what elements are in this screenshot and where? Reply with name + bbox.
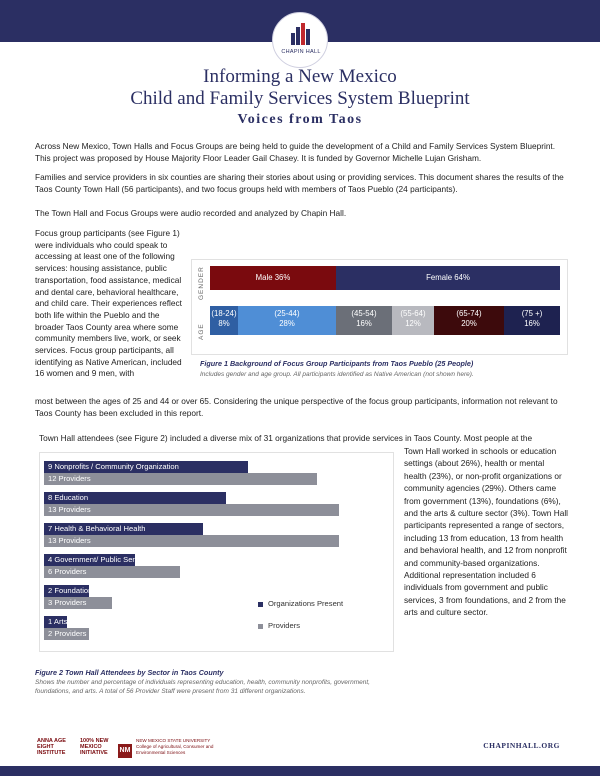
focus-group-continuation: most between the ages of 25 and 44 or over 65. Considering the unique perspective of the focus group participants, information not relevant to Taos County has been excluded in this report. bbox=[35, 396, 558, 418]
age-percent-label: 16% bbox=[524, 319, 540, 328]
age-range-label: (55-64) bbox=[400, 309, 426, 318]
chapin-hall-mark-icon bbox=[291, 23, 311, 45]
age-range-label: (45-54) bbox=[351, 309, 377, 318]
townhall-lead-text: Town Hall attendees (see Figure 2) included a diverse mix of 31 organizations that provide services in Taos County. Most people at the bbox=[39, 433, 533, 443]
age-range-label: (75 +) bbox=[521, 309, 543, 318]
logo-text: CHAPIN HALL bbox=[281, 49, 321, 55]
age-segment bbox=[210, 306, 238, 335]
providers-bar bbox=[44, 597, 112, 609]
intro-paragraph-1: Across New Mexico, Town Halls and Focus Groups are being held to guide the development of a Child and Family Services System Blueprint. This project was proposed by House Majority Floor Leader Gail Chasey. It is funded by Governor Michelle Lujan Grisham. bbox=[35, 141, 556, 163]
organizations-bar bbox=[44, 585, 93, 597]
age-percent-label: 8% bbox=[218, 319, 230, 328]
website-link[interactable]: CHAPINHALL.ORG bbox=[483, 741, 560, 750]
organizations-bar-label: 1 Arts & Culture bbox=[48, 617, 102, 626]
organizations-bar bbox=[44, 523, 203, 535]
legend-organizations bbox=[258, 599, 343, 608]
focus-group-text: Focus group participants (see Figure 1) were individuals who could speak to accessing at least one of the following services: housing assistance, public transportation, food assistance, medical and dental care, behavioral healthcare, and child care. Their experiences reflect both life within the Pueblo and the broader Taos County area where some community members live, work, or seek services. Focus group participants, all identifying as Native American, included 16 women and 9 men, with bbox=[35, 228, 182, 379]
figure1-caption-subtitle: Includes gender and age group. All participants identified as Native American (not shown here). bbox=[200, 371, 474, 378]
page-subtitle: Voices from Taos bbox=[237, 112, 363, 127]
gender-segment: Male 36% bbox=[210, 266, 336, 290]
figure1-caption-title: Figure 1 Background of Focus Group Participants from Taos Pueblo (25 People) bbox=[200, 359, 474, 368]
organizations-bar-label: 9 Nonprofits / Community Organization bbox=[48, 462, 179, 471]
organizations-bar-label: 8 Education bbox=[48, 493, 89, 502]
age-segment bbox=[504, 306, 560, 335]
age-segment bbox=[336, 306, 392, 335]
figure2-caption-title: Figure 2 Town Hall Attendees by Sector in Taos County bbox=[35, 668, 224, 677]
providers-bar bbox=[44, 504, 339, 516]
figure2-chart bbox=[39, 452, 394, 652]
legend-label: Providers bbox=[268, 621, 301, 630]
legend-providers bbox=[258, 621, 300, 630]
providers-bar-label: 6 Providers bbox=[48, 567, 87, 576]
age-range-label: (25-44) bbox=[274, 309, 300, 318]
age-percent-label: 16% bbox=[356, 319, 372, 328]
chapin-hall-logo bbox=[272, 12, 328, 68]
new-mexico-initiative-logo: 100% NEW MEXICO INITIATIVE bbox=[80, 738, 109, 756]
providers-bar-label: 3 Providers bbox=[48, 598, 87, 607]
intro-paragraph-3: The Town Hall and Focus Groups were audio recorded and analyzed by Chapin Hall. bbox=[35, 208, 347, 218]
age-percent-label: 28% bbox=[279, 319, 295, 328]
organizations-bar bbox=[44, 492, 226, 504]
providers-bar-label: 12 Providers bbox=[48, 474, 91, 483]
legend-label: Organizations Present bbox=[268, 599, 344, 608]
figure1-chart bbox=[191, 259, 568, 355]
providers-bar-label: 13 Providers bbox=[48, 505, 91, 514]
gender-segment: Female 64% bbox=[336, 266, 560, 290]
organizations-bar-label: 2 Foundation bbox=[48, 586, 93, 595]
age-segment bbox=[434, 306, 504, 335]
intro-paragraph-2: Families and service providers in six counties are sharing their stories about using or providing services. This document shares the results of the Taos County Town Hall (56 participants), and two focus groups held with members of Taos Pueblo (24 participants). bbox=[35, 172, 564, 194]
bottom-banner bbox=[0, 766, 600, 776]
organizations-bar-label: 7 Health & Behavioral Health bbox=[48, 524, 146, 533]
providers-bar bbox=[44, 473, 317, 485]
organizations-bar bbox=[44, 461, 248, 473]
age-axis-label: AGE bbox=[198, 323, 205, 340]
nmsu-logo-text: NEW MEXICO STATE UNIVERSITY College of Agricultural, Consumer and Environmental Sciences bbox=[136, 738, 214, 755]
organizations-bar bbox=[44, 554, 153, 566]
page-title-line1: Informing a New Mexico bbox=[203, 66, 397, 87]
age-range-label: (18-24) bbox=[211, 309, 237, 318]
age-percent-label: 20% bbox=[461, 319, 477, 328]
providers-bar bbox=[44, 535, 339, 547]
age-segment bbox=[238, 306, 336, 335]
providers-bar-label: 13 Providers bbox=[48, 536, 91, 545]
age-segment bbox=[392, 306, 434, 335]
organizations-bar bbox=[44, 616, 102, 628]
providers-bar bbox=[44, 566, 180, 578]
page-title-line2: Child and Family Services System Blueprint bbox=[130, 88, 470, 109]
townhall-right-text: Town Hall worked in schools or education settings (about 26%), health or mental health (23%), or non-profit organizations or community agencies (29%). Others came from government (13%), foundations (6%), and the arts & culture sector (3%). Town Hall participants represented a range of sectors, including 13 from education, 13 from health and behavioral health, and 12 from nonprofit and community-based organizations. Additional representation included 6 individuals from government and public services, 3 from foundations, and 2 from the arts and culture sector. bbox=[404, 446, 569, 618]
nmsu-logo-mark: NM bbox=[118, 744, 132, 758]
figure2-caption-subtitle: Shows the number and percentage of individuals representing education, health, community nonprofits, government, foundations, and arts. A total of 56 Provider Staff were present from 31 different organizations. bbox=[35, 679, 370, 695]
anna-age-eight-logo: ANNA AGE EIGHT INSTITUTE bbox=[37, 738, 66, 756]
age-range-label: (65-74) bbox=[456, 309, 482, 318]
age-percent-label: 12% bbox=[405, 319, 421, 328]
organizations-bar-label: 4 Government/ Public Services bbox=[48, 555, 153, 564]
legend-swatch bbox=[258, 624, 263, 629]
gender-axis-label: GENDER bbox=[198, 266, 205, 300]
providers-bar-label: 2 Providers bbox=[48, 629, 87, 638]
providers-bar bbox=[44, 628, 89, 640]
legend-swatch bbox=[258, 602, 263, 607]
